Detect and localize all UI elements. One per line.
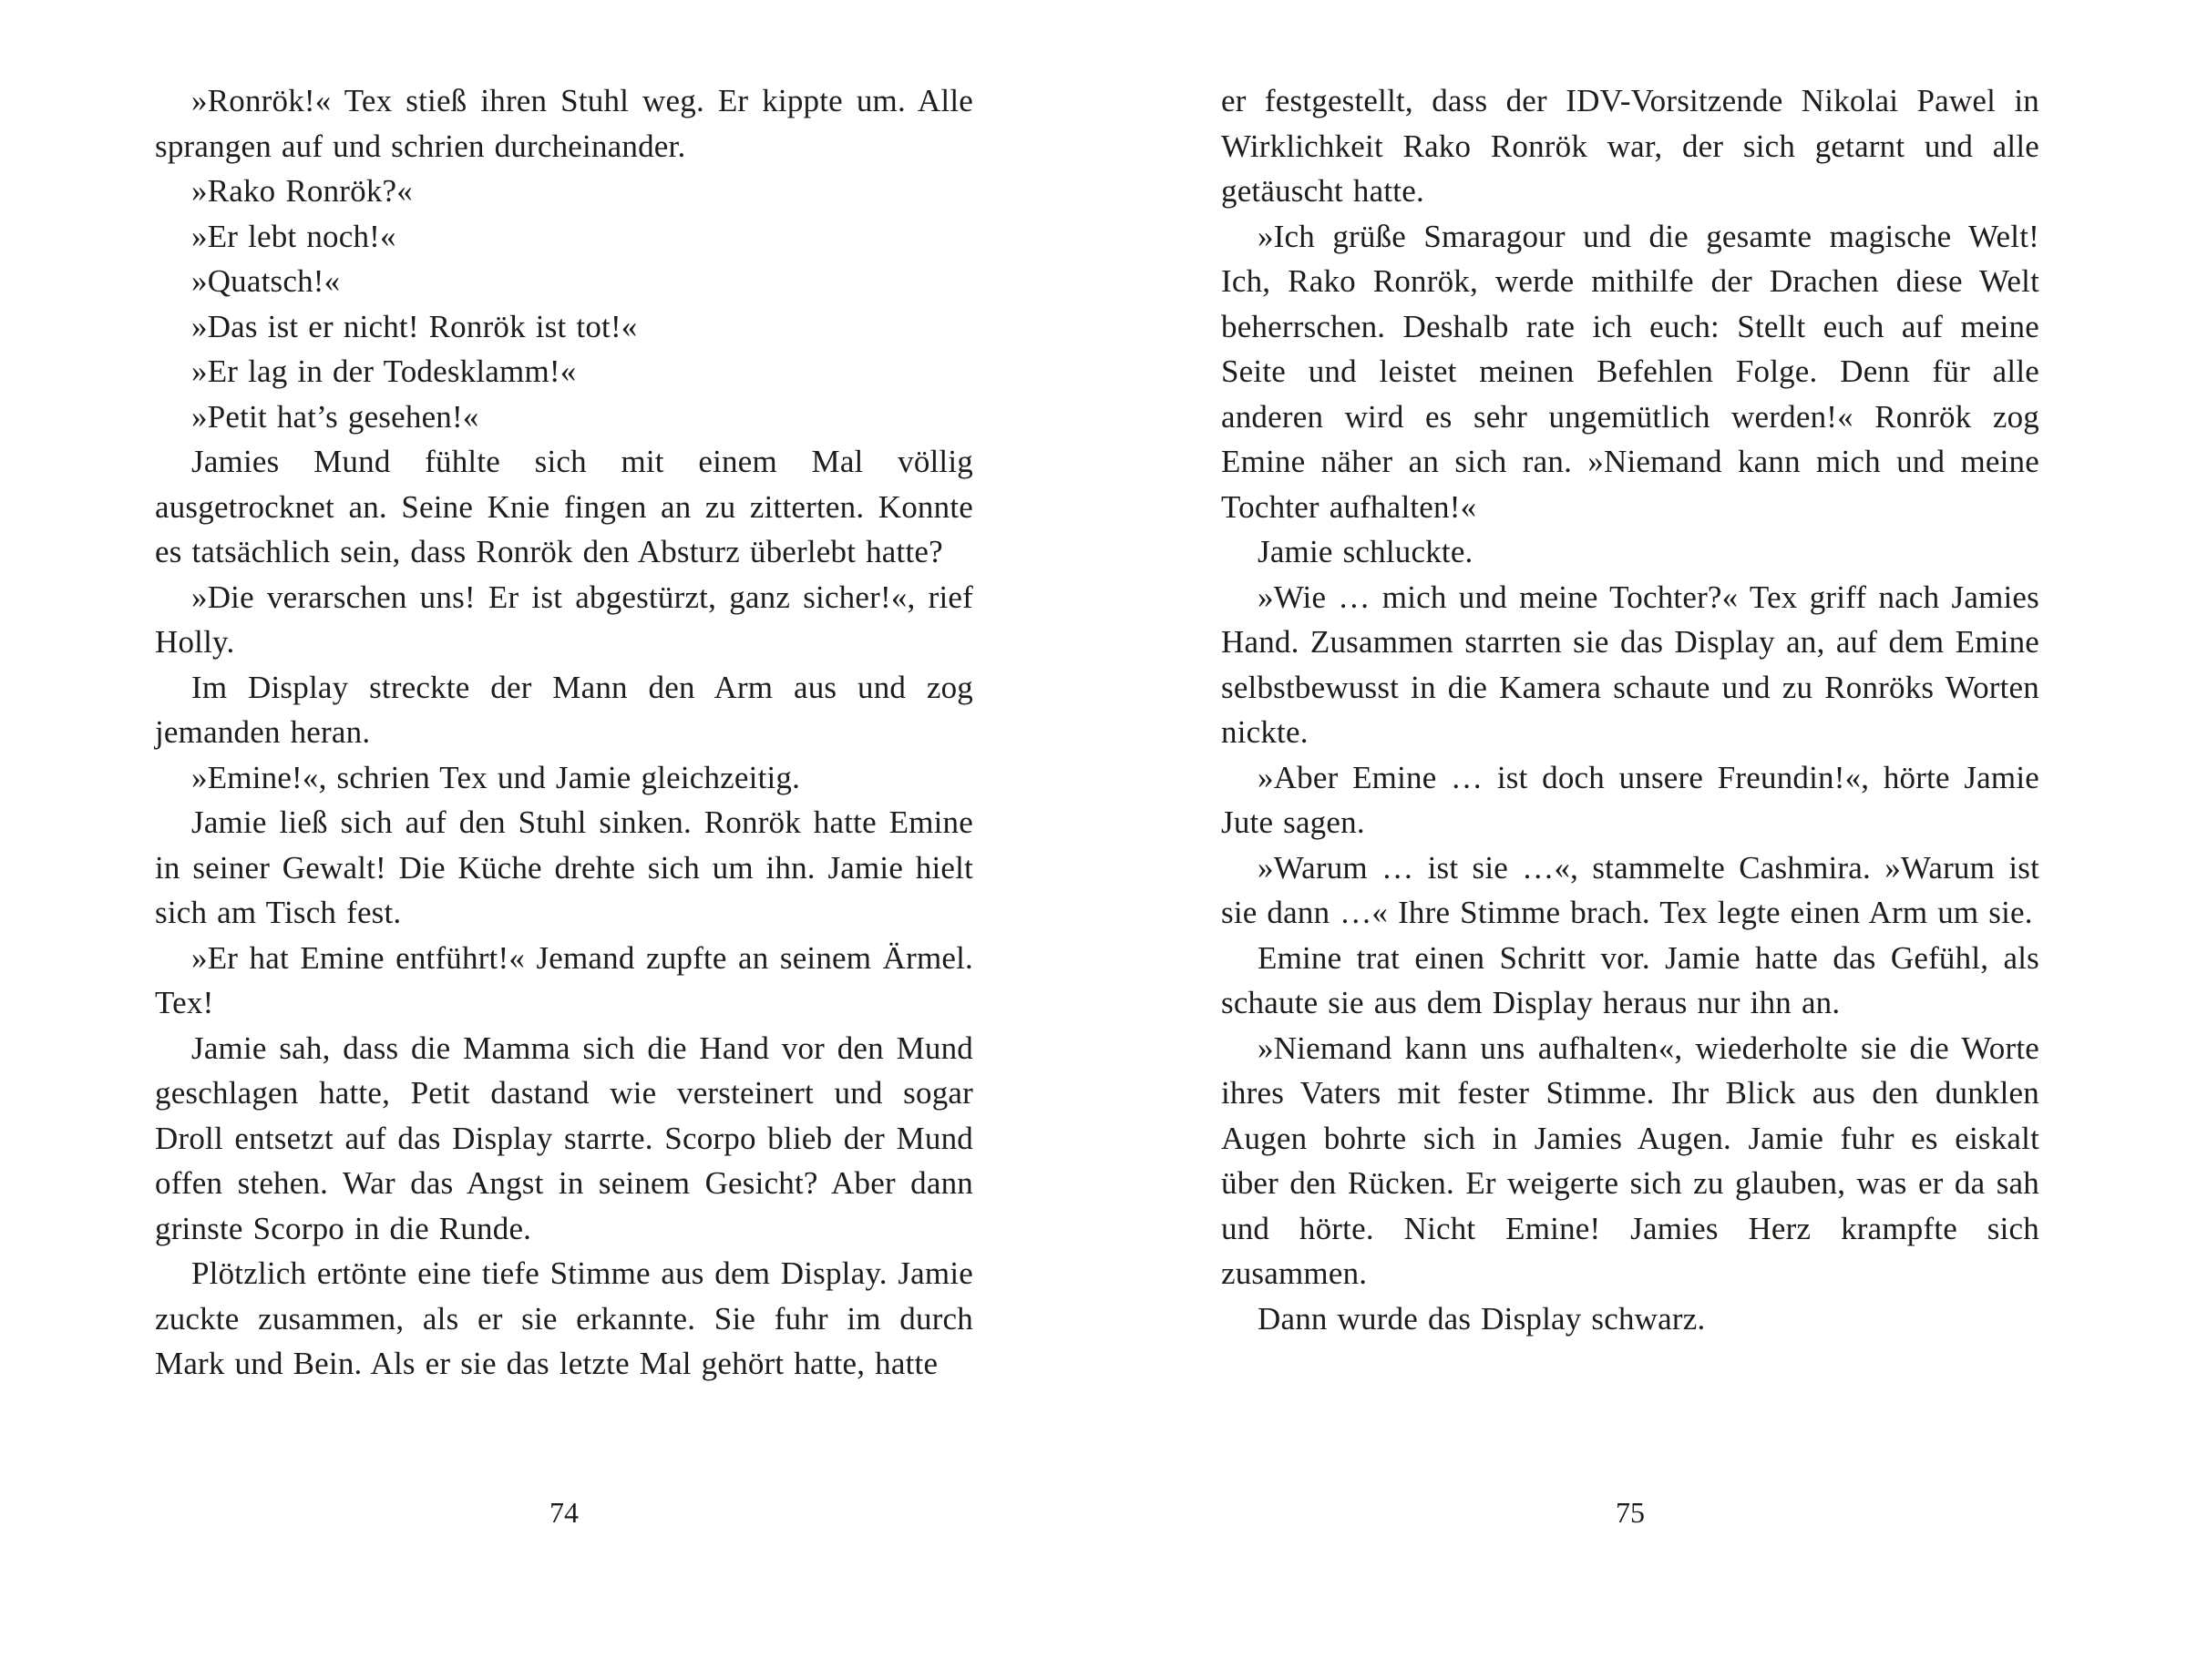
paragraph: »Er lag in der Todesklamm!« <box>191 353 577 389</box>
paragraph: »Quatsch!« <box>191 263 341 299</box>
paragraph: Jamie schluckte. <box>1258 534 1473 569</box>
paragraph: »Er lebt noch!« <box>191 218 396 254</box>
paragraph: »Rako Ronrök?« <box>191 173 413 209</box>
page-left <box>155 78 973 1387</box>
paragraph: Jamie sah, dass die Mamma sich die Hand vor den Mund geschlagen hatte, Petit dastand wie versteinert und sogar Droll entsetzt auf das Display starrte. Scorpo blieb der Mund offen stehen. War das Angst in seinem Gesicht? Aber dann grinste Scorpo in die Runde. <box>155 1030 973 1246</box>
paragraph: »Petit hat’s gesehen!« <box>191 398 479 435</box>
page-right <box>1221 78 2039 1341</box>
paragraph: »Warum … ist sie …«, stammelte Cashmira. »Warum ist sie dann …« Ihre Stimme brach. Tex legte einen Arm um sie. <box>1221 849 2039 930</box>
paragraph: Emine trat einen Schritt vor. Jamie hatte das Gefühl, als schaute sie aus dem Display heraus nur ihn an. <box>1221 939 2039 1020</box>
paragraph: Im Display streckte der Mann den Arm aus und zog jemanden heran. <box>155 669 973 750</box>
paragraph: »Ronrök!« Tex stieß ihren Stuhl weg. Er kippte um. Alle sprangen auf und schrien durcheinander. <box>155 83 973 164</box>
paragraph: »Aber Emine … ist doch unsere Freundin!«, hörte Jamie Jute sagen. <box>1221 759 2039 840</box>
paragraph: Dann wurde das Display schwarz. <box>1258 1300 1706 1337</box>
page-left-text <box>155 78 973 1387</box>
paragraph: »Das ist er nicht! Ronrök ist tot!« <box>191 308 638 344</box>
paragraph: »Die verarschen uns! Er ist abgestürzt, ganz sicher!«, rief Holly. <box>155 579 973 660</box>
paragraph: »Niemand kann uns aufhalten«, wiederholte sie die Worte ihres Vaters mit fester Stimme. Ihr Blick aus den dunklen Augen bohrte sich in Jamies Augen. Jamie fuhr es eiskalt über den Rücken. Er weigerte sich zu glauben, was er da sah und hörte. Nicht Emine! Jamies Herz krampfte sich zusammen. <box>1221 1030 2039 1291</box>
page-number-left: 74 <box>549 1496 579 1529</box>
paragraph: Jamies Mund fühlte sich mit einem Mal völlig ausgetrocknet an. Seine Knie fingen an zu zitterten. Konnte es tatsächlich sein, dass Ronrök den Absturz überlebt hatte? <box>155 444 973 569</box>
page-number-right: 75 <box>1616 1496 1645 1529</box>
paragraph: »Emine!«, schrien Tex und Jamie gleichzeitig. <box>191 759 801 795</box>
paragraph: »Wie … mich und meine Tochter?« Tex griff nach Jamies Hand. Zusammen starrten sie das Display an, auf dem Emine selbstbewusst in die Kamera schaute und zu Ronröks Worten nickte. <box>1221 579 2039 750</box>
paragraph: Jamie ließ sich auf den Stuhl sinken. Ronrök hatte Emine in seiner Gewalt! Die Küche drehte sich um ihn. Jamie hielt sich am Tisch fest. <box>155 804 973 930</box>
paragraph: er festgestellt, dass der IDV-Vorsitzende Nikolai Pawel in Wirklichkeit Rako Ronrök war, der sich getarnt und alle getäuscht hatte. <box>1221 83 2039 209</box>
page-right-text <box>1221 78 2039 1341</box>
paragraph: »Ich grüße Smaragour und die gesamte magische Welt! Ich, Rako Ronrök, werde mithilfe der Drachen diese Welt beherrschen. Deshalb rate ich euch: Stellt euch auf meine Seite und leistet meinen Befehlen Folge. Denn für alle anderen wird es sehr ungemütlich werden!« Ronrök zog Emine näher an sich ran. »Niemand kann mich und meine Tochter aufhalten!« <box>1221 218 2039 525</box>
paragraph: »Er hat Emine entführt!« Jemand zupfte an seinem Ärmel. Tex! <box>155 939 973 1020</box>
paragraph: Plötzlich ertönte eine tiefe Stimme aus dem Display. Jamie zuckte zusammen, als er sie erkannte. Sie fuhr im durch Mark und Bein. Als er sie das letzte Mal gehört hatte, hatte <box>155 1255 973 1381</box>
